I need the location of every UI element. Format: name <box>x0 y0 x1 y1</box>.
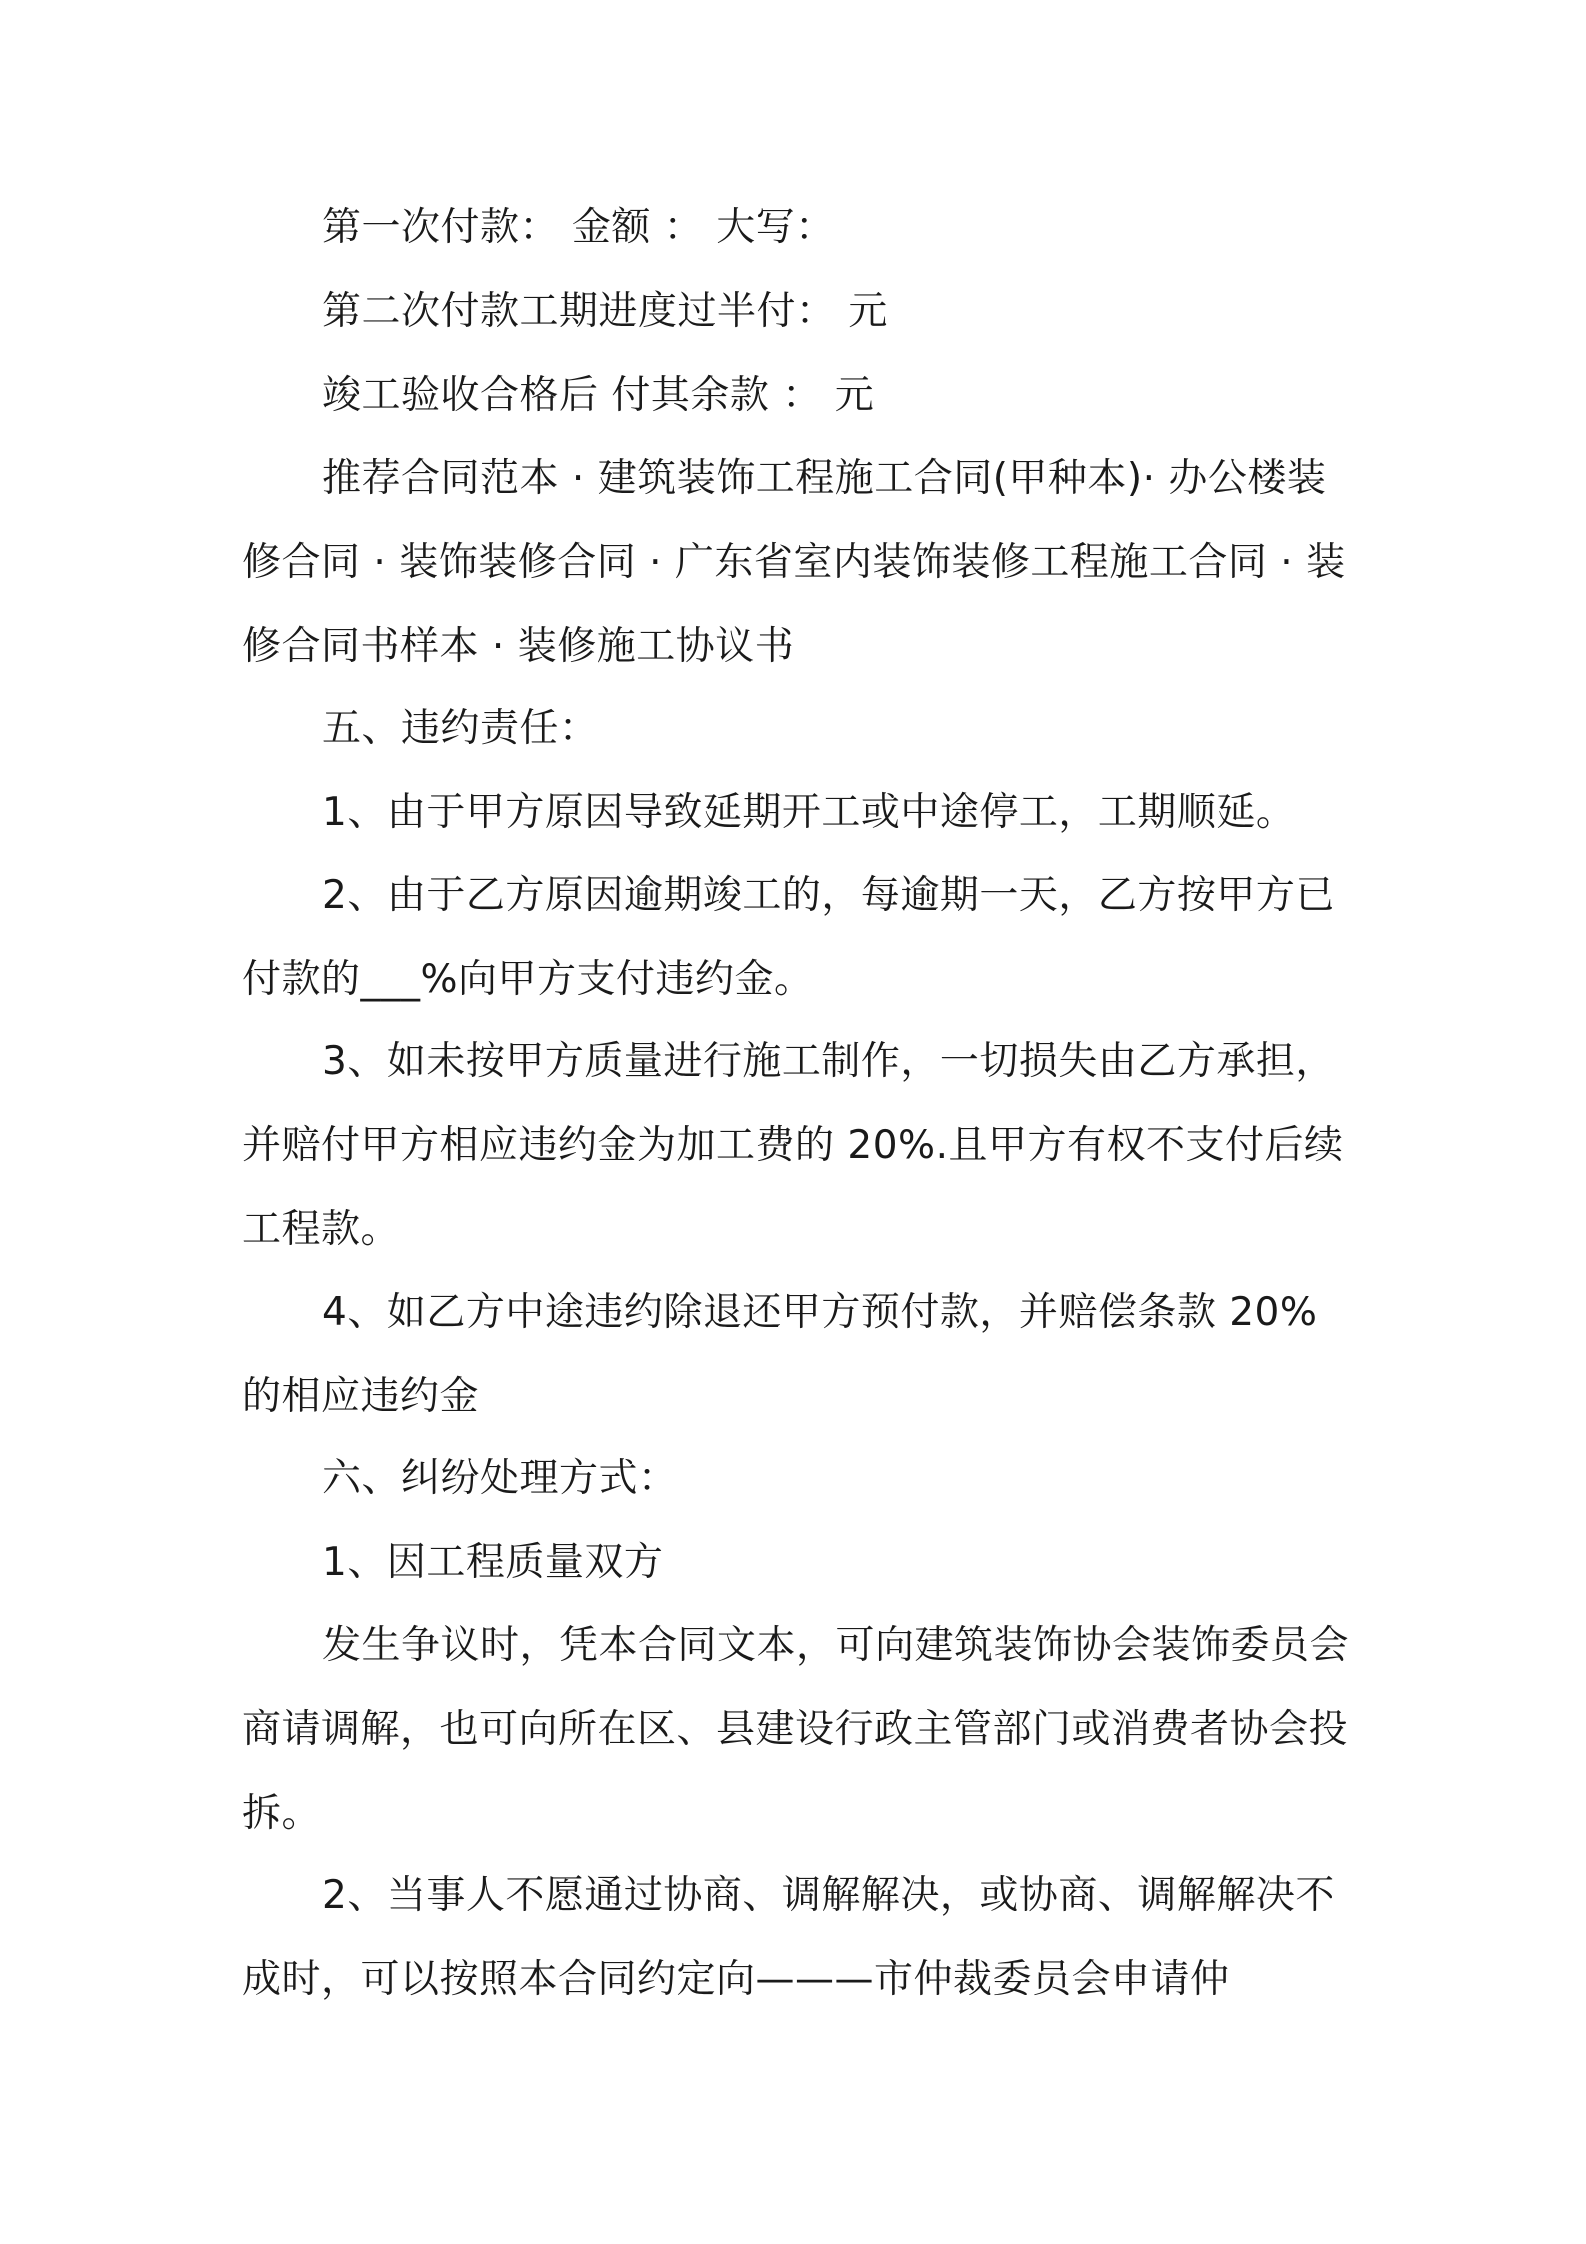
dispute-clause-1: 1、因工程质量双方 <box>322 1540 664 1585</box>
section-heading-dispute: 六、纠纷处理方式： <box>322 1456 678 1501</box>
breach-clause-2: 2、由于乙方原因逾期竣工的，每逾期一天，乙方按甲方已付款的___%向甲方支付违约金。 <box>242 873 1335 1002</box>
dispute-clause-1-body: 发生争议时，凭本合同文本，可向建筑装饰协会装饰委员会商请调解，也可向所在区、县建设行政主管部门或消费者协会投拆。 <box>242 1623 1350 1836</box>
breach-clause-4: 4、如乙方中途违约除退还甲方预付款，并赔偿条款 20%的相应违约金 <box>242 1290 1318 1419</box>
payment-final: 竣工验收合格后 付其余款 ： 元 <box>322 373 875 418</box>
dispute-clause-2: 2、当事人不愿通过协商、调解解决，或协商、调解解决不成时，可以按照本合同约定向———市仲裁委员会申请仲 <box>242 1873 1335 2002</box>
recommended-templates: 推荐合同范本 · 建筑装饰工程施工合同(甲种本)· 办公楼装修合同 · 装饰装修合同 · 广东省室内装饰装修工程施工合同 · 装修合同书样本 · 装修施工协议书 <box>242 456 1346 669</box>
breach-clause-3: 3、如未按甲方质量进行施工制作，一切损失由乙方承担，并赔付甲方相应违约金为加工费的 20%.且甲方有权不支付后续工程款。 <box>242 1039 1344 1252</box>
payment-first: 第一次付款： 金额 ： 大写： <box>322 205 835 250</box>
breach-clause-1: 1、由于甲方原因导致延期开工或中途停工，工期顺延。 <box>322 790 1296 835</box>
section-heading-breach: 五、违约责任： <box>322 706 599 751</box>
payment-second: 第二次付款工期进度过半付： 元 <box>322 289 888 334</box>
